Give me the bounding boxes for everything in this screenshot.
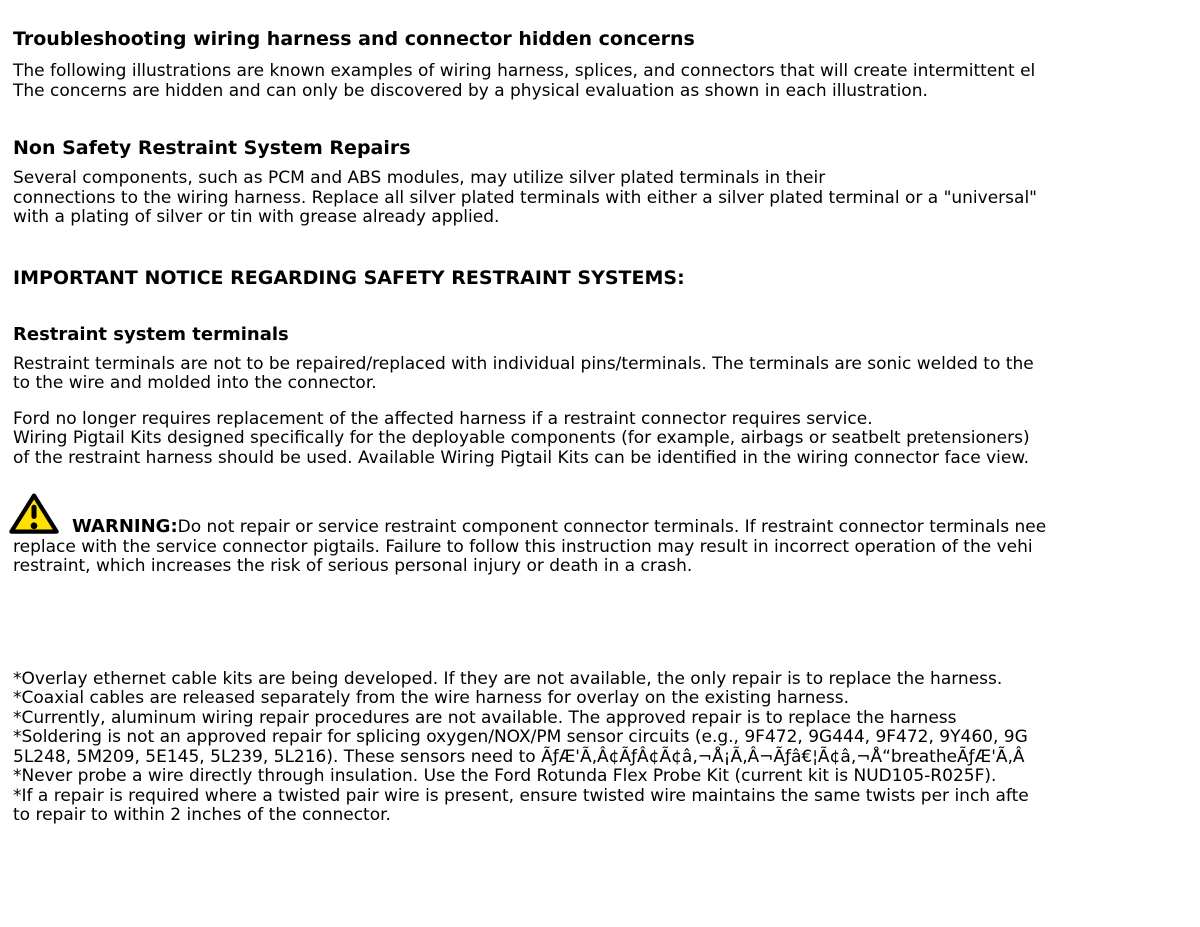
section-heading-non-safety: Non Safety Restraint System Repairs (13, 137, 411, 159)
intro-paragraph (13, 62, 1200, 101)
section-heading-restraint-terminals: Restraint system terminals (13, 323, 289, 345)
page-title: Troubleshooting wiring harness and connector hidden concerns (13, 28, 695, 50)
note-line: to repair to within 2 inches of the connector. (13, 805, 391, 825)
text-line: to the wire and molded into the connector. (13, 373, 377, 393)
warning-label: WARNING: (72, 516, 178, 537)
warning-text: Do not repair or service restraint component connector terminals. If restraint connector terminals nee (177, 517, 1047, 537)
warning-triangle-icon (8, 492, 60, 536)
text-line: connections to the wiring harness. Replace all silver plated terminals with either a silver plated terminal or a "universal" (13, 187, 1037, 208)
text-line: of the restraint harness should be used. Available Wiring Pigtail Kits can be identified in the wiring connector face view. (13, 447, 1030, 468)
warning-line: replace with the service connector pigtails. Failure to follow this instruction may result in incorrect operation of the vehi (13, 536, 1033, 557)
text-line: with a plating of silver or tin with grease already applied. (13, 207, 500, 227)
note-line: *Coaxial cables are released separately from the wire harness for overlay on the existing harness. (13, 688, 850, 708)
important-notice-heading: IMPORTANT NOTICE REGARDING SAFETY RESTRAINT SYSTEMS: (13, 266, 685, 289)
text-line: The concerns are hidden and can only be discovered by a physical evaluation as shown in each illustration. (13, 80, 928, 101)
note-line: 5L248, 5M209, 5E145, 5L239, 5L216). These sensors need to ÃƒÆ'Ã‚Â¢ÃƒÂ¢Ã¢â‚¬Å¡Ã‚Â¬Ãƒâ€¦Ã¢â‚¬Å“breatheÃƒÆ'Ã‚Â (13, 746, 1025, 767)
note-line: *Soldering is not an approved repair for splicing oxygen/NOX/PM sensor circuits (e.g., 9F472, 9G444, 9F472, 9Y460, 9G (13, 727, 1028, 747)
text-line: Several components, such as PCM and ABS modules, may utilize silver plated terminals in their (13, 168, 826, 188)
note-line: *Overlay ethernet cable kits are being developed. If they are not available, the only repair is to replace the harness. (13, 668, 1003, 689)
note-line: *Never probe a wire directly through insulation. Use the Ford Rotunda Flex Probe Kit (current kit is NUD105-R025F). (13, 766, 997, 786)
warning-line: restraint, which increases the risk of serious personal injury or death in a crash. (13, 556, 693, 576)
text-line: Restraint terminals are not to be repaired/replaced with individual pins/terminals. The terminals are sonic welded to the (13, 353, 1034, 374)
note-line: *Currently, aluminum wiring repair procedures are not available. The approved repair is to replace the harness (13, 707, 957, 728)
text-line: Ford no longer requires replacement of the affected harness if a restraint connector requires service. (13, 408, 873, 429)
text-line: The following illustrations are known examples of wiring harness, splices, and connectors that will create intermittent el (13, 61, 1036, 81)
restraint-paragraph-1 (13, 355, 1200, 394)
non-safety-paragraph (13, 169, 1200, 228)
restraint-paragraph-2 (13, 410, 1200, 469)
note-line: *If a repair is required where a twisted pair wire is present, ensure twisted wire maintains the same twists per inch afte (13, 785, 1029, 806)
text-line: Wiring Pigtail Kits designed specifically for the deployable components (for example, airbags or seatbelt pretensioners) (13, 428, 1030, 448)
warning-block (13, 492, 1200, 577)
warning-line (13, 492, 1200, 538)
notes-list (13, 670, 1200, 826)
